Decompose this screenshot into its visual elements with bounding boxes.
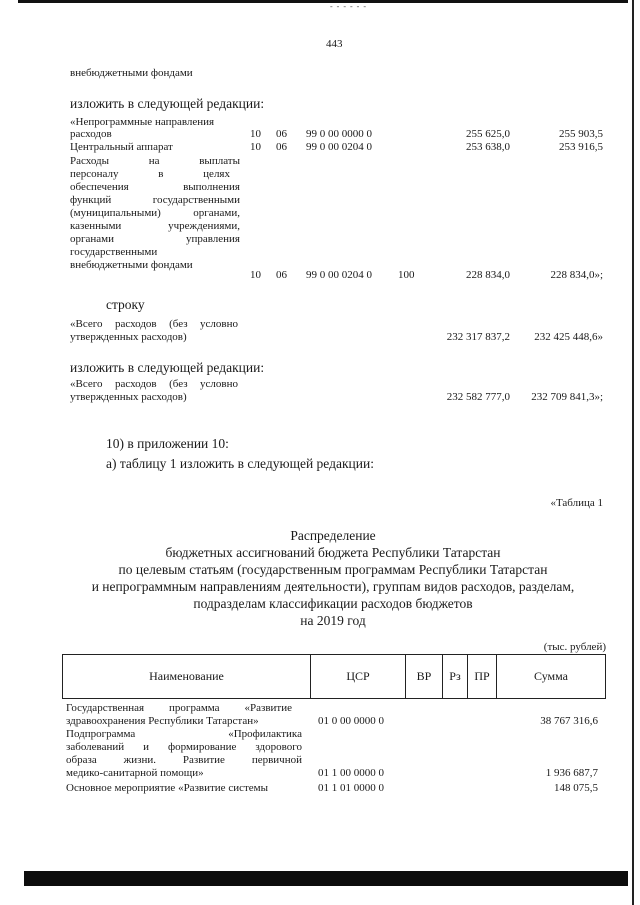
vr-value: 100 (398, 269, 415, 281)
csr-value: 99 0 00 0204 0 (306, 141, 372, 153)
doc-title: подразделам классификации расходов бюджетов (193, 596, 473, 611)
pr-value: 06 (276, 128, 287, 140)
scan-top-edge (18, 0, 628, 3)
doc-title: на 2019 год (300, 613, 366, 628)
col-vr: ВР (406, 655, 443, 699)
table-caption: «Таблица 1 (550, 497, 603, 509)
csr-value: 01 0 00 0000 0 (318, 715, 384, 727)
heading-edit: изложить в следующей редакции: (70, 360, 265, 375)
row-label: «Всего расходов (без условно (70, 378, 238, 390)
amount-1: 253 638,0 (466, 141, 510, 153)
row-label: «Всего расходов (без условно (70, 318, 238, 330)
doc-title: бюджетных ассигнований бюджета Республики Татарстан (165, 545, 501, 560)
row-label: «Непрограммные направления (70, 116, 215, 128)
amount-2: 232 709 841,3»; (531, 391, 603, 403)
col-sum: Сумма (497, 655, 606, 699)
pr-value: 06 (276, 141, 287, 153)
amount-2: 228 834,0»; (550, 269, 603, 281)
row-label-block: Расходы на выплаты персоналу в целях обеспечения выполнения функций государственными (муниципальными) органами, казенными учреждениями, органами управления государственными внебюджетными фондами (70, 155, 240, 271)
table-header (62, 654, 606, 699)
sum-value: 1 936 687,7 (545, 767, 598, 779)
table-row-label: Основное мероприятие «Развитие системы (66, 782, 269, 794)
doc-title: по целевым статьям (государственным программам Республики Татарстан (118, 562, 548, 577)
col-csr: ЦСР (311, 655, 406, 699)
amount-2: 255 903,5 (559, 128, 603, 140)
col-name: Наименование (63, 655, 311, 699)
amount-2: 232 425 448,6» (534, 331, 603, 343)
scan-right-edge (632, 0, 634, 905)
rz-value: 10 (250, 128, 261, 140)
appendix-item: 10) в приложении 10: (106, 436, 229, 451)
table-row: Подпрограмма «Профилактика заболеваний и формирование здорового образа жизни. Развитие первичной медико-санитарной помощи» (66, 728, 302, 779)
sum-value: 148 075,5 (554, 782, 598, 794)
amount-1: 228 834,0 (466, 269, 510, 281)
scan-dashes: - - - - - - (330, 2, 367, 11)
pr-value: 06 (276, 269, 287, 281)
amount-1: 232 582 777,0 (446, 391, 510, 403)
continued-text: внебюджетными фондами (70, 67, 193, 79)
csr-value: 99 0 00 0204 0 (306, 269, 372, 281)
rz-value: 10 (250, 141, 261, 153)
row-label: расходов (70, 128, 112, 140)
row-label: Центральный аппарат (70, 141, 173, 153)
col-pr: ПР (468, 655, 497, 699)
units-note: (тыс. рублей) (543, 641, 606, 653)
appendix-subitem: а) таблицу 1 изложить в следующей редакции: (106, 456, 374, 471)
sum-value: 38 767 316,6 (540, 715, 598, 727)
rz-value: 10 (250, 269, 261, 281)
amount-1: 232 317 837,2 (446, 331, 510, 343)
page-number: 443 (326, 38, 343, 50)
heading-edit: изложить в следующей редакции: (70, 96, 265, 111)
scan-bottom-edge (24, 871, 628, 886)
csr-value: 01 1 01 0000 0 (318, 782, 384, 794)
row-label: утвержденных расходов) (70, 391, 187, 403)
row-label: утвержденных расходов) (70, 331, 187, 343)
heading-line: строку (106, 297, 145, 312)
doc-title: и непрограммным направлениям деятельности), группам видов расходов, разделам, (91, 579, 575, 594)
col-rz: Рз (443, 655, 468, 699)
csr-value: 01 1 00 0000 0 (318, 767, 384, 779)
table-row: Государственная программа «Развитие здравоохранения Республики Татарстан» (66, 702, 292, 727)
doc-title: Распределение (290, 528, 376, 543)
amount-1: 255 625,0 (466, 128, 510, 140)
amount-2: 253 916,5 (559, 141, 603, 153)
csr-value: 99 0 00 0000 0 (306, 128, 372, 140)
